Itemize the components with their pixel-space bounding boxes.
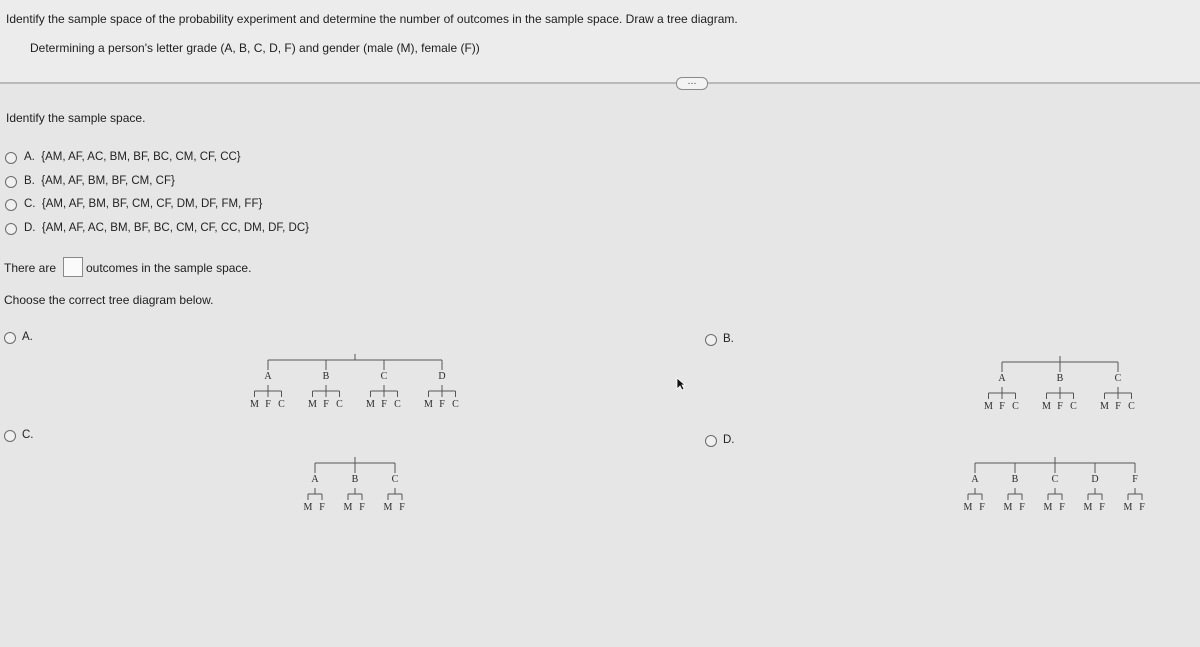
option-text: {AM, AF, AC, BM, BF, BC, CM, CF, CC} [41, 151, 241, 163]
option-letter: A. [24, 151, 35, 163]
tree-option-d-label[interactable]: D. [723, 434, 735, 446]
tree-node-label: D [438, 371, 446, 382]
radio-sample-a[interactable] [5, 152, 17, 164]
sample-option-a[interactable] [24, 151, 241, 163]
tree-node-label: B [1011, 474, 1019, 485]
tree-leaf-label: F [359, 502, 365, 513]
tree-leaf-label: M [963, 502, 973, 513]
divider [0, 82, 1200, 84]
option-text: {AM, AF, AC, BM, BF, BC, CM, CF, CC, DM, DF, DC} [41, 222, 309, 234]
tree-node-label: C [391, 474, 399, 485]
mouse-cursor-icon [676, 377, 686, 391]
outcomes-answer-input[interactable] [63, 257, 83, 277]
tree-leaf-label: C [336, 399, 343, 410]
tree-leaf-label: F [999, 401, 1005, 412]
outcomes-prefix: There are [4, 261, 57, 275]
tree-leaf-label: C [394, 399, 401, 410]
tree-leaf-label: C [1070, 401, 1077, 412]
tree-node-label: A [311, 474, 319, 485]
tree-leaf-label: F [1019, 502, 1025, 513]
tree-diagram-d [955, 453, 1155, 525]
radio-tree-d[interactable] [705, 435, 717, 447]
tree-leaf-label: F [1115, 401, 1121, 412]
tree-diagram-b [965, 352, 1155, 424]
radio-sample-d[interactable] [5, 223, 17, 235]
option-text: {AM, AF, BM, BF, CM, CF} [41, 175, 175, 187]
tree-node-label: C [1114, 373, 1122, 384]
radio-tree-c[interactable] [4, 430, 16, 442]
tree-node-label: B [322, 371, 330, 382]
tree-node-label: B [351, 474, 359, 485]
experiment-description: Determining a person's letter grade (A, B, C, D, F) and gender (male (M), female (F)) [30, 41, 480, 55]
sample-option-b[interactable] [24, 175, 175, 187]
radio-sample-b[interactable] [5, 176, 17, 188]
more-button[interactable]: … [676, 77, 708, 90]
tree-node-label: C [1051, 474, 1059, 485]
tree-leaf-label: M [366, 399, 375, 410]
tree-leaf-label: C [1128, 401, 1135, 412]
tree-leaf-label: M [1083, 502, 1093, 513]
tree-leaf-label: M [383, 502, 393, 513]
tree-leaf-label: F [439, 399, 445, 410]
tree-node-label: D [1091, 474, 1099, 485]
tree-leaf-label: F [1099, 502, 1105, 513]
tree-leaf-label: F [381, 399, 387, 410]
tree-leaf-label: F [323, 399, 329, 410]
tree-leaf-label: F [319, 502, 325, 513]
tree-leaf-label: M [984, 401, 993, 412]
tree-leaf-label: M [343, 502, 353, 513]
tree-leaf-label: M [1043, 502, 1053, 513]
tree-leaf-label: M [303, 502, 313, 513]
option-text: {AM, AF, BM, BF, CM, CF, DM, DF, FM, FF} [41, 198, 263, 210]
tree-leaf-label: F [1057, 401, 1063, 412]
tree-node-label: C [380, 371, 388, 382]
sample-option-d[interactable] [24, 222, 309, 234]
radio-tree-b[interactable] [705, 334, 717, 346]
tree-leaf-label: C [1012, 401, 1019, 412]
tree-leaf-label: F [1139, 502, 1145, 513]
tree-node-label: A [998, 373, 1006, 384]
tree-node-label: A [971, 474, 979, 485]
tree-node-label: F [1132, 474, 1138, 485]
tree-option-a-label[interactable]: A. [22, 331, 33, 343]
tree-leaf-label: F [399, 502, 405, 513]
radio-sample-c[interactable] [5, 199, 17, 211]
tree-leaf-label: F [979, 502, 985, 513]
tree-leaf-label: F [265, 399, 271, 410]
tree-leaf-label: M [250, 399, 259, 410]
tree-heading: Choose the correct tree diagram below. [4, 293, 214, 307]
option-letter: D. [24, 222, 36, 234]
tree-diagram-c [290, 453, 430, 525]
tree-leaf-label: C [452, 399, 459, 410]
tree-leaf-label: C [278, 399, 285, 410]
tree-leaf-label: M [1042, 401, 1051, 412]
tree-diagram-a [230, 350, 480, 422]
tree-node-label: A [264, 371, 272, 382]
option-letter: B. [24, 175, 35, 187]
tree-node-label: B [1056, 373, 1064, 384]
sample-space-heading: Identify the sample space. [6, 111, 146, 125]
sample-option-c[interactable] [24, 198, 262, 210]
tree-leaf-label: M [1123, 502, 1133, 513]
tree-leaf-label: F [1059, 502, 1065, 513]
option-letter: C. [24, 198, 36, 210]
tree-leaf-label: M [1003, 502, 1013, 513]
question-header [0, 0, 1200, 82]
tree-leaf-label: M [424, 399, 433, 410]
tree-leaf-label: M [308, 399, 317, 410]
question-prompt: Identify the sample space of the probability experiment and determine the number of outcomes in the sample space. Draw a tree diagram. [6, 12, 738, 26]
outcomes-suffix: outcomes in the sample space. [86, 261, 252, 275]
tree-option-b-label[interactable]: B. [723, 333, 734, 345]
radio-tree-a[interactable] [4, 332, 16, 344]
tree-leaf-label: M [1100, 401, 1109, 412]
tree-option-c-label[interactable]: C. [22, 429, 34, 441]
